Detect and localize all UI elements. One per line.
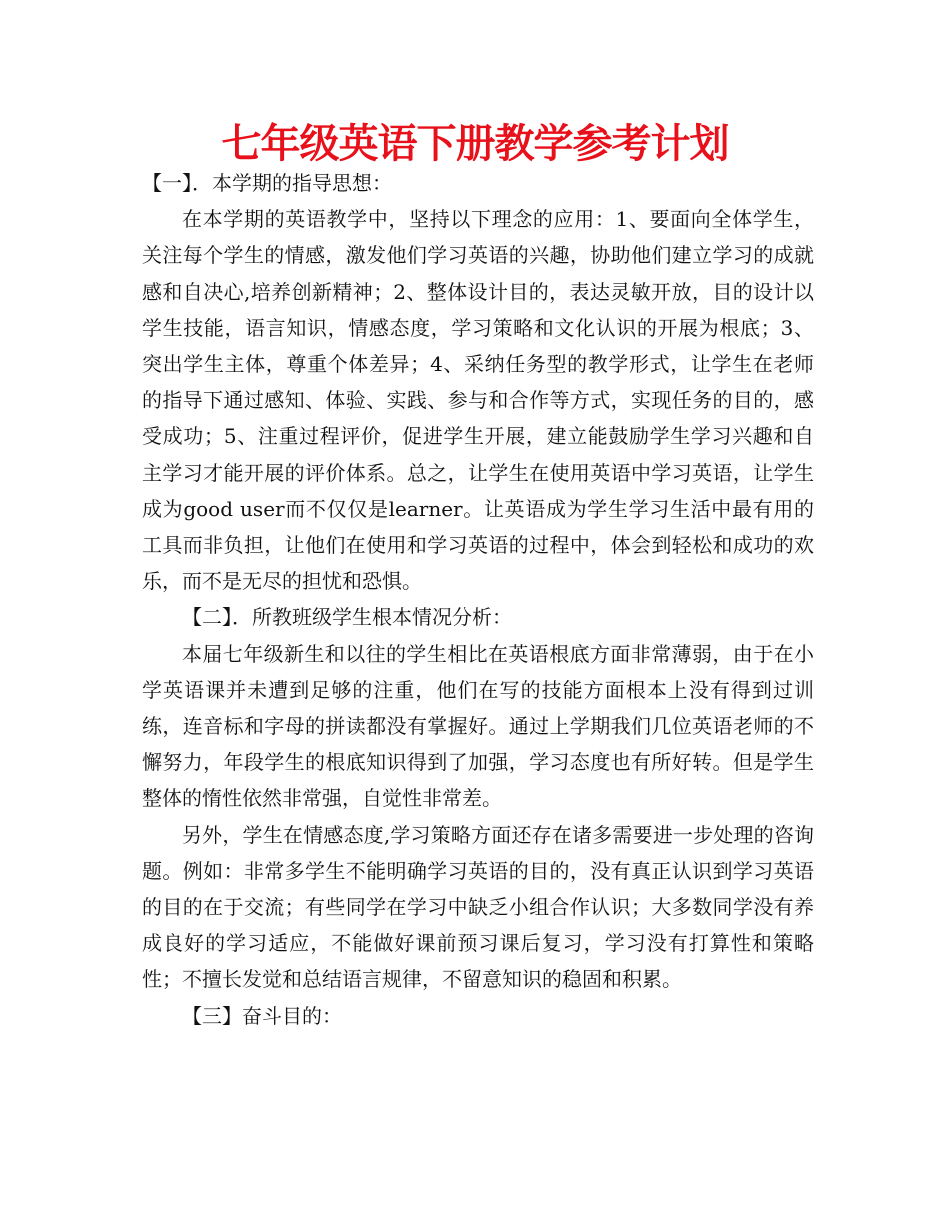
- paragraph-student-attitude: 另外，学生在情感态度,学习策略方面还存在诸多需要进一步处理的咨询题。例如：非常多学生不能明确学习英语的目的，没有真正认识到学习英语的目的在于交流；有些同学在学习中缺乏小组合作认识；大多数同学没有养成良好的学习适应，不能做好课前预习课后复习，学习没有打算性和策略性；不擅长发觉和总结语言规律，不留意知识的稳固和积累。: [142, 822, 814, 992]
- section-heading-student-analysis: 【二】．所教班级学生根本情况分析：: [182, 605, 512, 630]
- section-heading-goals: 【三】奋斗目的：: [182, 1003, 342, 1028]
- document-body: [142, 165, 814, 1034]
- paragraph-guiding-thought: 在本学期的英语教学中，坚持以下理念的应用：1、要面向全体学生，关注每个学生的情感，激发他们学习英语的兴趣，协助他们建立学习的成就感和自决心,培养创新精神；2、整体设计目的，表达灵敏开放，目的设计以学生技能，语言知识，情感态度，学习策略和文化认识的开展为根底；3、突出学生主体，尊重个体差异；4、采纳任务型的教学形式，让学生在老师的指导下通过感知、体验、实践、参与和合作等方式，实现任务的目的，感受成功；5、注重过程评价，促进学生开展，建立能鼓励学生学习兴趣和自主学习才能开展的评价体系。总之，让学生在使用英语中学习英语，让学生成为good user而不仅仅是learner。让英语成为学生学习生活中最有用的工具而非负担，让他们在使用和学习英语的过程中，体会到轻松和成功的欢乐，而不是无尽的担忧和恐惧。: [142, 207, 814, 594]
- section-heading-guiding-thought: 【一】．本学期的指导思想：: [142, 171, 392, 195]
- paragraph-student-analysis: 本届七年级新生和以往的学生相比在英语根底方面非常薄弱，由于在小学英语课并未遭到足够的注重，他们在写的技能方面根本上没有得到过训练，连音标和字母的拼读都没有掌握好。通过上学期我们几位英语老师的不懈努力，年段学生的根底知识得到了加强，学习态度也有所好转。但是学生整体的惰性依然非常强，自觉性非常差。: [142, 641, 814, 811]
- document-title: 七年级英语下册教学参考计划: [221, 121, 729, 167]
